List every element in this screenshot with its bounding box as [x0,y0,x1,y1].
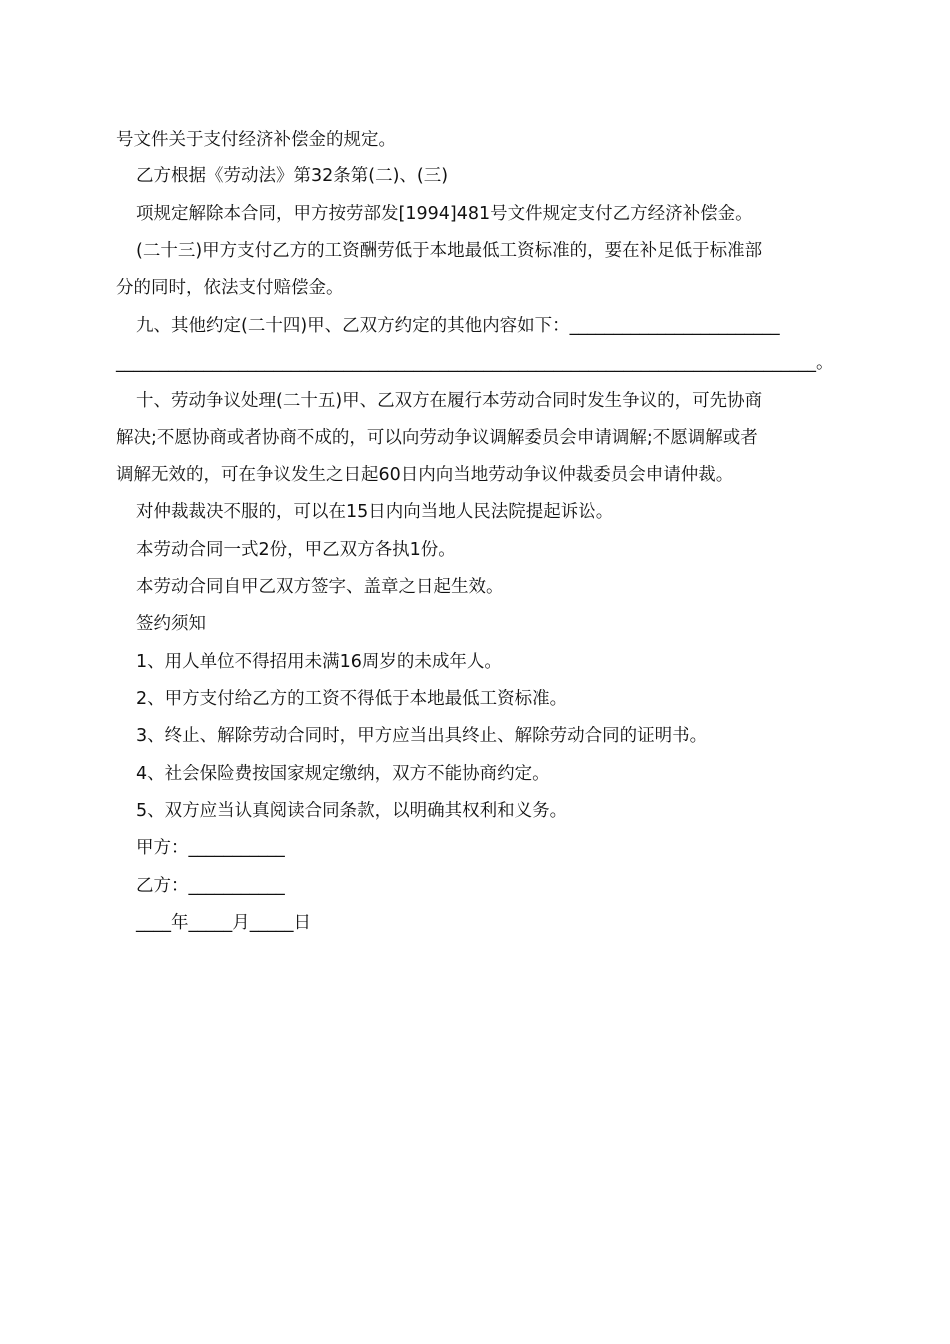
text-line: 调解无效的，可在争议发生之日起60日内向当地劳动争议仲裁委员会申请仲裁。 [116,465,734,485]
party-a-signature-line: 甲方：___________ [136,838,285,858]
text-line: 九、其他约定(二十四)甲、乙双方约定的其他内容如下：________________________ [136,316,780,336]
notice-item: 5、双方应当认真阅读合同条款，以明确其权利和义务。 [136,801,568,821]
text-line: 对仲裁裁决不服的，可以在15日内向当地人民法院提起诉讼。 [136,502,614,522]
text-line: 本劳动合同自甲乙双方签字、盖章之日起生效。 [136,577,504,597]
party-b-signature-line: 乙方：___________ [136,876,285,896]
section-heading: 签约须知 [136,614,206,634]
text-line: 本劳动合同一式2份，甲乙双方各执1份。 [136,540,456,560]
date-line: ____年_____月_____日 [136,913,311,933]
text-line: 项规定解除本合同，甲方按劳部发[1994]481号文件规定支付乙方经济补偿金。 [136,204,753,224]
text-line: 分的同时，依法支付赔偿金。 [116,278,344,298]
notice-item: 4、社会保险费按国家规定缴纳，双方不能协商约定。 [136,764,550,784]
text-line: 乙方根据《劳动法》第32条第(二)、(三) [136,166,449,186]
text-line: 号文件关于支付经济补偿金的规定。 [116,130,396,150]
notice-item: 3、终止、解除劳动合同时，甲方应当出具终止、解除劳动合同的证明书。 [136,726,708,746]
text-line: 十、劳动争议处理(二十五)甲、乙双方在履行本劳动合同时发生争议的，可先协商 [136,391,763,411]
notice-item: 2、甲方支付给乙方的工资不得低于本地最低工资标准。 [136,689,568,709]
text-line: 解决;不愿协商或者协商不成的，可以向劳动争议调解委员会申请调解;不愿调解或者 [116,428,758,448]
text-line: (二十三)甲方支付乙方的工资酬劳低于本地最低工资标准的，要在补足低于标准部 [136,241,763,261]
notice-item: 1、用人单位不得招用未满16周岁的未成年人。 [136,652,502,672]
blank-fill-line: ________________________________________________________________________________。 [116,353,834,373]
